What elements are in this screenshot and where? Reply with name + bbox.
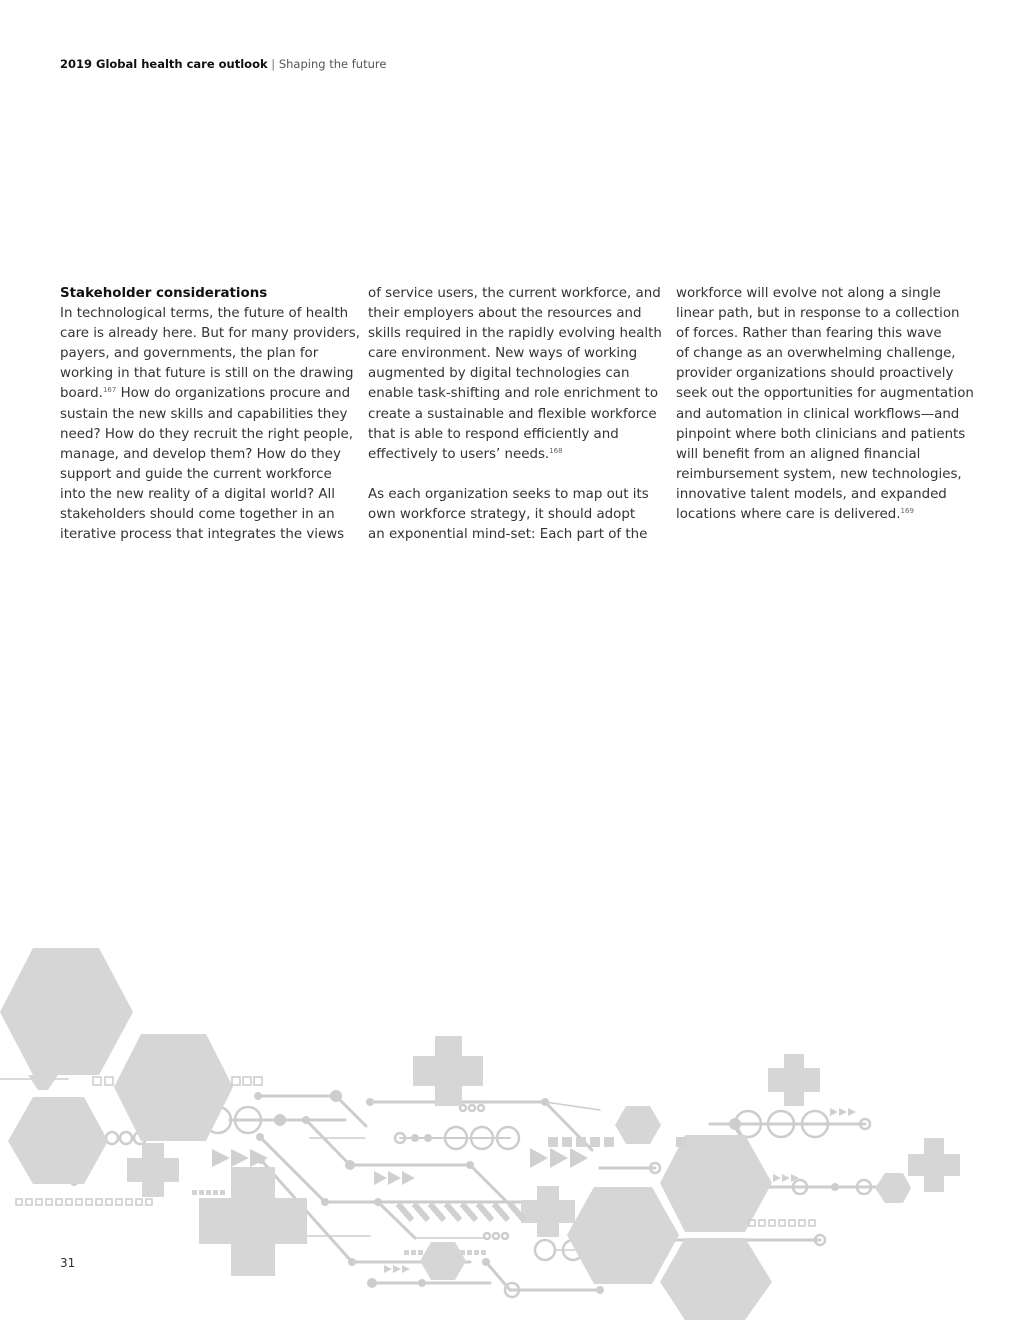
- body-line: enable task-shifting and role enrichment to: [368, 386, 659, 402]
- body-line: of change as an overwhelming challenge,: [676, 346, 956, 362]
- footnote-ref-168: 168: [549, 446, 563, 455]
- column-3: [676, 284, 974, 525]
- body-line: [368, 445, 660, 465]
- body-line: need? How do they recruit the right people,: [60, 426, 354, 442]
- body-line: of forces. Rather than fearing this wave: [676, 326, 942, 342]
- body-line: innovative talent models, and expanded: [676, 486, 947, 502]
- body-line: seek out the opportunities for augmentation: [676, 386, 974, 402]
- hexagon-circuit-illustration-icon: [0, 930, 1020, 1320]
- body-text: locations where care is delivered.: [676, 507, 901, 523]
- body-line: pinpoint where both clinicians and patients: [676, 426, 966, 442]
- footnote-ref-167: 167: [102, 386, 117, 395]
- body-line: linear path, but in response to a collection: [676, 306, 960, 322]
- body-line: sustain the new skills and capabilities they: [60, 406, 348, 422]
- body-line: augmented by digital technologies can: [368, 366, 630, 382]
- header-separator: |: [271, 57, 276, 71]
- body-line: reimbursement system, new technologies,: [676, 466, 962, 482]
- paragraph-gap: [368, 465, 660, 485]
- body-text: effectively to users’ needs.: [368, 446, 550, 462]
- column-1: [60, 284, 360, 545]
- body-line: provider organizations should proactively: [676, 366, 954, 382]
- body-text: board.: [60, 386, 103, 402]
- report-subtitle: Shaping the future: [278, 57, 387, 71]
- page-number: 31: [60, 1256, 76, 1270]
- body-line: that is able to respond efficiently and: [368, 426, 619, 442]
- body-line: an exponential mind-set: Each part of the: [368, 527, 648, 543]
- body-line: will benefit from an aligned financial: [676, 446, 921, 462]
- body-line: support and guide the current workforce: [60, 466, 332, 482]
- footnote-ref-169: 169: [900, 507, 914, 516]
- body-line: working in that future is still on the drawing: [60, 366, 354, 382]
- body-line: skills required in the rapidly evolving health: [368, 326, 662, 342]
- body-line: and automation in clinical workflows—and: [676, 406, 960, 422]
- body-line: manage, and develop them? How do they: [60, 446, 341, 462]
- body-line: iterative process that integrates the views: [60, 527, 345, 543]
- column-2: [368, 284, 660, 545]
- body-line: stakeholders should come together in an: [60, 507, 335, 523]
- running-header: [60, 57, 386, 71]
- body-line: [676, 505, 968, 525]
- body-line: As each organization seeks to map out its: [368, 486, 649, 502]
- body-line: [60, 384, 352, 404]
- body-line: care is already here. But for many providers,: [60, 326, 360, 342]
- body-line: their employers about the resources and: [368, 306, 642, 322]
- body-line: own workforce strategy, it should adopt: [368, 507, 636, 523]
- body-line: of service users, the current workforce, and: [368, 286, 661, 301]
- body-text: How do organizations procure and: [116, 386, 351, 402]
- body-line: In technological terms, the future of health: [60, 306, 349, 322]
- body-line: into the new reality of a digital world? All: [60, 486, 335, 502]
- body-line: care environment. New ways of working: [368, 346, 638, 362]
- body-line: workforce will evolve not along a single: [676, 286, 941, 301]
- report-title: 2019 Global health care outlook: [60, 57, 268, 71]
- body-line: create a sustainable and flexible workforce: [368, 406, 657, 422]
- body-line: payers, and governments, the plan for: [60, 346, 319, 362]
- section-heading: Stakeholder considerations: [60, 286, 268, 301]
